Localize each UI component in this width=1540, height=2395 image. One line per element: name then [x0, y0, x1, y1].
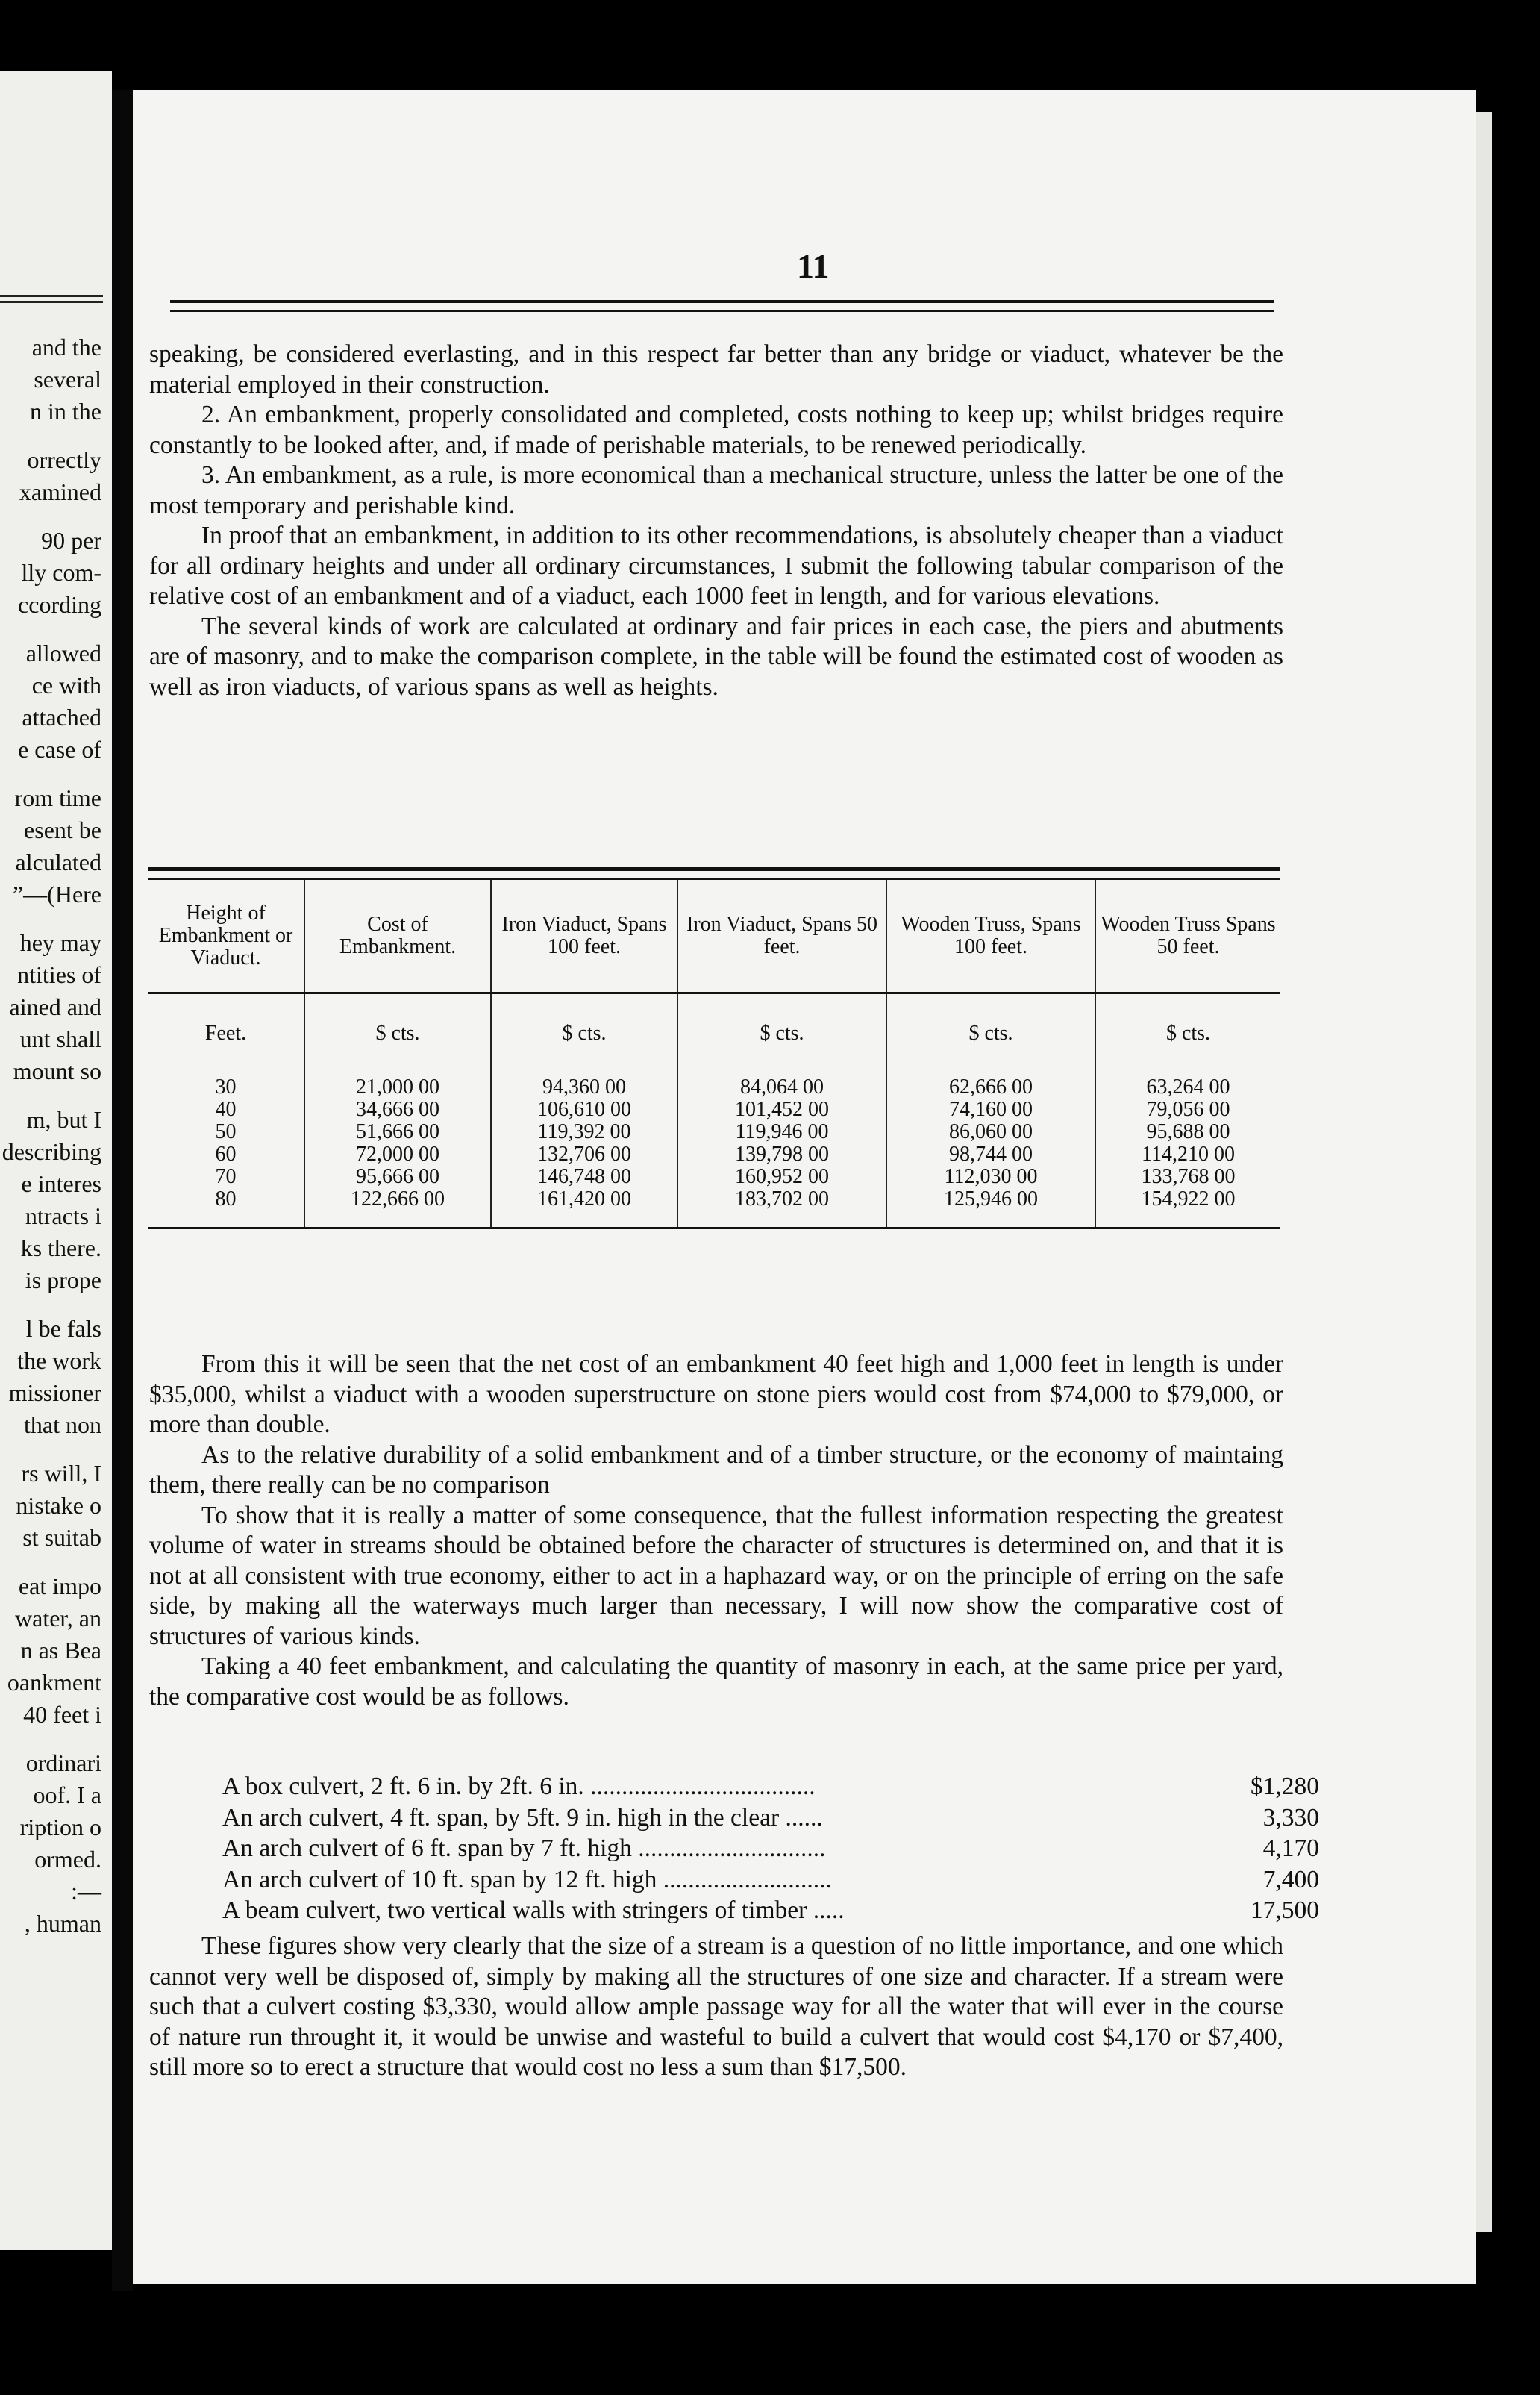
table-cell: 101,452 00 — [735, 1098, 829, 1121]
table-cell: 51,666 00 — [356, 1120, 439, 1143]
table-cell: 119,392 00 — [537, 1120, 631, 1143]
paragraph: As to the relative durability of a solid embankment and of a timber structure, or the economy of maintaing them, there really can be no comparison — [149, 1440, 1283, 1499]
facing-page-line: and the — [31, 334, 101, 360]
table-cell: 70 — [215, 1165, 237, 1188]
body-text-top — [149, 340, 1283, 702]
facing-page-line: ”—(Here — [12, 881, 101, 908]
table-cell: 60 — [215, 1143, 237, 1166]
header-embankment-cost: Cost of Embankment. — [304, 880, 491, 993]
facing-page-line: attached — [22, 704, 101, 731]
unit-cell: $ cts. — [1095, 993, 1280, 1062]
table-cell: 86,060 00 — [949, 1120, 1033, 1143]
facing-page-rule — [0, 295, 103, 297]
cost-item-amount: 17,500 — [1250, 1896, 1319, 1924]
table-cell: 34,666 00 — [356, 1098, 439, 1121]
header-wooden-100: Wooden Truss, Spans 100 feet. — [886, 880, 1095, 993]
facing-page-line: , human — [24, 1910, 101, 1937]
table-cell: 160,952 00 — [735, 1165, 829, 1188]
column-heights — [148, 1061, 304, 1228]
facing-page-fragment — [0, 71, 112, 2250]
facing-page-line: several — [34, 366, 101, 393]
table-cell: 63,264 00 — [1146, 1075, 1230, 1099]
paragraph: 2. An embankment, properly consolidated and completed, costs nothing to keep up; whilst bridges require constantly to be looked after, and, if made of perishable materials, to be renewed periodically. — [149, 401, 1283, 459]
table-cell: 146,748 00 — [537, 1165, 631, 1188]
facing-page-line: alculated — [15, 849, 101, 875]
facing-page-line: hey may — [19, 929, 101, 956]
table-cell: 30 — [215, 1075, 237, 1099]
column-wooden-100 — [886, 1061, 1095, 1228]
table-cell: 62,666 00 — [949, 1075, 1033, 1099]
facing-page-line: ntities of — [17, 961, 101, 988]
table-cell: 154,922 00 — [1141, 1187, 1236, 1211]
table-top-rule — [148, 867, 1280, 880]
table-cell: 122,666 00 — [351, 1187, 445, 1211]
facing-page-line: xamined — [19, 478, 101, 505]
facing-page-line: :— — [71, 1878, 101, 1905]
table-cell: 50 — [215, 1120, 237, 1143]
page-number: 11 — [797, 247, 830, 285]
unit-cell: $ cts. — [491, 993, 677, 1062]
cost-item — [222, 1833, 1319, 1864]
cost-item-amount: 4,170 — [1262, 1834, 1319, 1862]
facing-page-line: ription o — [19, 1814, 101, 1840]
table-cell: 84,064 00 — [740, 1075, 824, 1099]
table-cell: 98,744 00 — [949, 1143, 1033, 1166]
column-wooden-50 — [1095, 1061, 1280, 1228]
facing-page-line: ntracts i — [25, 1202, 101, 1229]
facing-page-line: mount so — [13, 1058, 101, 1084]
facing-page-line: oof. I a — [33, 1782, 101, 1808]
facing-page-line: oankment — [7, 1669, 101, 1696]
facing-page-line: 90 per — [41, 527, 101, 554]
facing-page-line: 40 feet i — [23, 1701, 101, 1728]
paragraph: These figures show very clearly that the size of a stream is a question of no little importance, and one which cannot very well be disposed of, simply by making all the structures of one size and character. If a stream were such that a culvert costing $3,330, would allow ample passage way for all the water that will ever in the course of nature run throught it, it would be unwise and wasteful to build a culvert that would cost $4,170 or $7,400, still more so to erect a structure that would cost no less a sum than $17,500. — [149, 1932, 1283, 2081]
facing-page-line: ce with — [31, 672, 101, 699]
table-cell: 133,768 00 — [1141, 1165, 1236, 1188]
body-text-final — [149, 1932, 1283, 2083]
cost-item-label: An arch culvert of 6 ft. span by 7 ft. high .............................. — [222, 1834, 826, 1862]
unit-cell: $ cts. — [886, 993, 1095, 1062]
paragraph: Taking a 40 feet embankment, and calculating the quantity of masonry in each, at the same price per yard, the comparative cost would be as follows. — [149, 1652, 1283, 1711]
facing-page-line: water, an — [15, 1605, 101, 1631]
column-embankment-cost — [304, 1061, 491, 1228]
table-cell: 183,702 00 — [735, 1187, 829, 1211]
facing-page-line: allowed — [25, 640, 101, 666]
facing-page-line: n as Bea — [20, 1637, 101, 1664]
header-iron-50: Iron Viaduct, Spans 50 feet. — [677, 880, 886, 993]
facing-page-line: rom time — [14, 784, 101, 811]
facing-page-line: rs will, I — [21, 1460, 101, 1487]
facing-page-line: l be fals — [25, 1315, 101, 1342]
table-cell: 112,030 00 — [944, 1165, 1038, 1188]
header-wooden-50: Wooden Truss Spans 50 feet. — [1095, 880, 1280, 993]
table-cell: 80 — [215, 1187, 237, 1211]
unit-cell: $ cts. — [304, 993, 491, 1062]
table-cell: 119,946 00 — [735, 1120, 829, 1143]
facing-page-line: ormed. — [34, 1846, 101, 1873]
cost-item-label: An arch culvert of 10 ft. span by 12 ft. high ........................... — [222, 1865, 832, 1893]
table-cell: 106,610 00 — [537, 1098, 631, 1121]
paragraph: The several kinds of work are calculated at ordinary and fair prices in each case, the piers and abutments are of masonry, and to make the comparison complete, in the table will be found the estimated cost of wooden as well as iron viaducts, of various spans as well as heights. — [149, 612, 1283, 701]
cost-item — [222, 1771, 1319, 1802]
cost-item-label: A beam culvert, two vertical walls with stringers of timber ..... — [222, 1896, 845, 1924]
table-cell: 132,706 00 — [537, 1143, 631, 1166]
facing-page-line: n in the — [30, 398, 101, 425]
facing-page-line: e interes — [21, 1170, 101, 1197]
paragraph: To show that it is really a matter of some consequence, that the fullest information respecting the greatest volume of water in streams should be obtained before the character of structures is determined on, and that it is not at all consistent with true economy, either to act in a haphazard way, or on the principle of erring on the safe side, by making all the waterways much larger than necessary, I will now show the comparative cost of structures of various kinds. — [149, 1501, 1283, 1650]
paragraph: In proof that an embankment, in addition to its other recommendations, is absolutely cheaper than a viaduct for all ordinary heights and under all ordinary circumstances, I submit the following tabular comparison of the relative cost of an embankment and of a viaduct, each 1000 feet in length, and for various elevations. — [149, 522, 1283, 610]
cost-item — [222, 1895, 1319, 1926]
body-text-middle — [149, 1349, 1283, 1712]
column-iron-100 — [491, 1061, 677, 1228]
table-cell: 125,946 00 — [944, 1187, 1038, 1211]
facing-page-line: unt shall — [19, 1025, 101, 1052]
table-cell: 95,666 00 — [356, 1165, 439, 1188]
facing-page-line: ccording — [18, 591, 101, 618]
book-gutter — [112, 90, 133, 2291]
cost-item-label: An arch culvert, 4 ft. span, by 5ft. 9 in. high in the clear ...... — [222, 1803, 823, 1832]
facing-page-line: orrectly — [27, 446, 101, 473]
facing-page-line: eat impo — [18, 1573, 101, 1599]
table-cell: 72,000 00 — [356, 1143, 439, 1166]
paragraph: From this it will be seen that the net cost of an embankment 40 feet high and 1,000 feet in length is under $35,000, whilst a viaduct with a wooden superstructure on stone piers would cost from $74,000 to $79,000, or more than double. — [149, 1350, 1283, 1438]
cost-comparison-table — [148, 867, 1280, 1229]
facing-page-line: ks there. — [20, 1234, 101, 1261]
facing-page-line: that non — [24, 1411, 101, 1438]
cost-item-amount: $1,280 — [1250, 1773, 1319, 1800]
header-rule — [170, 300, 1274, 312]
cost-item-amount: 3,330 — [1262, 1803, 1319, 1832]
book-page — [133, 90, 1476, 2284]
paragraph: 3. An embankment, as a rule, is more economical than a mechanical structure, unless the latter be one of the most temporary and perishable kind. — [149, 461, 1283, 519]
header-iron-100: Iron Viaduct, Spans 100 feet. — [491, 880, 677, 993]
table-cell: 161,420 00 — [537, 1187, 631, 1211]
table-cell: 79,056 00 — [1146, 1098, 1230, 1121]
cost-item-label: A box culvert, 2 ft. 6 in. by 2ft. 6 in. .................................... — [222, 1773, 816, 1800]
table-cell: 94,360 00 — [542, 1075, 626, 1099]
table-cell: 40 — [215, 1098, 237, 1121]
unit-cell: $ cts. — [677, 993, 886, 1062]
cost-item — [222, 1864, 1319, 1896]
paragraph: speaking, be considered everlasting, and in this respect far better than any bridge or viaduct, whatever be the material employed in their construction. — [149, 340, 1283, 399]
facing-page-line: the work — [17, 1347, 101, 1374]
cost-item-amount: 7,400 — [1262, 1865, 1319, 1893]
cost-item — [222, 1802, 1319, 1834]
culvert-cost-list — [222, 1771, 1319, 1926]
header-height: Height of Embankment or Viaduct. — [148, 880, 304, 993]
column-iron-50 — [677, 1061, 886, 1228]
facing-page-line: m, but I — [26, 1106, 101, 1133]
facing-page-line: e case of — [18, 736, 101, 763]
page-edge — [1476, 112, 1492, 2232]
facing-page-line: ained and — [9, 993, 101, 1020]
facing-page-line: nistake o — [16, 1492, 101, 1519]
table-cell: 114,210 00 — [1142, 1143, 1235, 1166]
unit-cell: Feet. — [204, 1022, 247, 1045]
table-cell: 139,798 00 — [735, 1143, 829, 1166]
facing-page-line: ordinari — [25, 1749, 101, 1776]
table-cell: 21,000 00 — [356, 1075, 439, 1099]
facing-page-line: missioner — [8, 1379, 101, 1406]
facing-page-line: is prope — [25, 1267, 101, 1293]
facing-page-line: lly com- — [21, 559, 101, 586]
table-cell: 95,688 00 — [1146, 1120, 1230, 1143]
facing-page-line: esent be — [24, 816, 101, 843]
facing-page-line: describing — [1, 1138, 101, 1165]
facing-page-rule — [0, 301, 103, 303]
facing-page-line: st suitab — [22, 1524, 101, 1551]
table-cell: 74,160 00 — [949, 1098, 1033, 1121]
